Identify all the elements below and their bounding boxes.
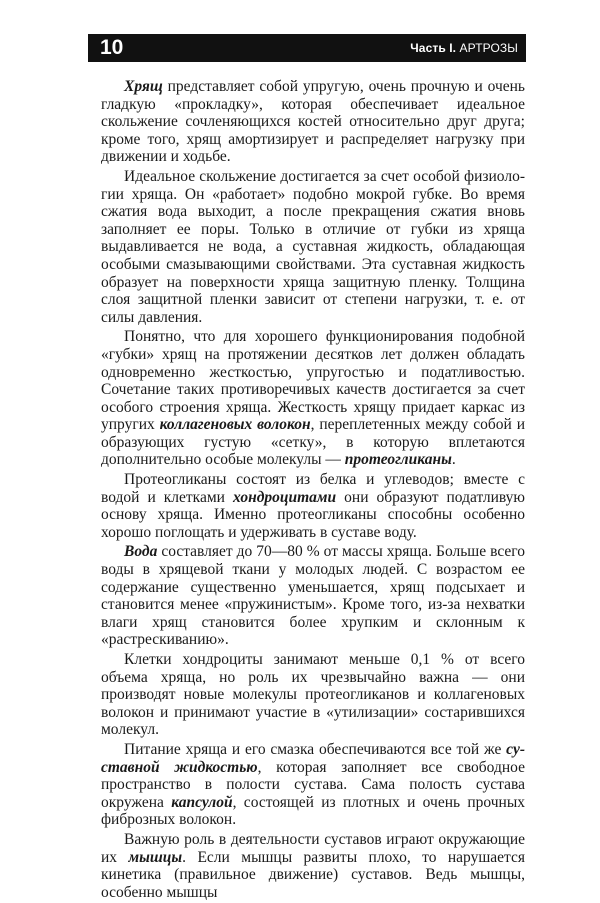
emphasized-term: коллагеновых волокон	[159, 416, 311, 434]
text-run: Идеальное скольжение достигается за счет особой физиологии хряща. Он «работает» подобно мокрой губке. Во время сжатия вода выходит, а после прекращения сжатия вновь заполняет ее поры. Только в отличие от губки из хряща выдавливается не вода, а суставная жидкость, обладающая особыми смазывающими свойствами. Эта суставная жидкость образует на поверхности хряща защитную пленку. Толщина слоя защитной пленки зависит от степени нагрузки, т. е. от силы давления.	[101, 167, 525, 326]
paragraph	[101, 831, 525, 901]
text-run: , переплетенных между собой и образующих густую «сетку», в которую вплетаются дополнительно особые молекулы —	[101, 416, 525, 469]
paragraph	[101, 741, 525, 829]
text-run: Клетки хондроциты занимают меньше 0,1 % от всего объема хряща, но роль их чрезвычайно важна — они производят новые молекулы протеогликанов и коллагеновых волокон и принимают участие в «утилизации» состарившихся молекул.	[101, 651, 525, 739]
running-head	[410, 41, 518, 55]
emphasized-term: суставной жидкостью	[101, 740, 525, 776]
text-run: . Если мышцы развиты плохо, то нарушается кинетика (правильное движение) суставов. Ведь мышцы, особенно мышцы	[101, 848, 526, 901]
emphasized-term: Хрящ	[124, 78, 163, 95]
text-run: представляет собой упругую, очень прочную и очень гладкую «прокладку», которая обеспечивает идеальное скольжение сочленяющихся костей относительно друг друга; кроме того, хрящ амортизирует и распределяет нагрузку при движении и ходьбе.	[101, 78, 525, 166]
paragraph	[101, 471, 525, 541]
paragraph	[101, 78, 525, 166]
emphasized-term: хондроцитами	[232, 488, 337, 506]
paragraph	[101, 543, 525, 649]
text-run: , которая заполняет все свободное пространство в полости сустава. Сама полость сустава окружена	[101, 758, 525, 811]
text-run: Важную роль в деятельности суставов играют окружающие их	[101, 830, 525, 866]
chapter-title: АРТРОЗЫ	[459, 41, 518, 55]
text-run: Протеогликаны состоят из белка и углеводов; вместе с водой и клетками	[101, 471, 525, 506]
emphasized-term: капсулой	[171, 793, 233, 811]
text-run: , состоящей из плотных и очень прочных фиброзных волокон.	[101, 793, 525, 829]
emphasized-term: мышцы	[128, 848, 183, 866]
text-run: составляет до 70—80 % от массы хряща. Больше всего воды в хрящевой ткани у молодых людей. С возрастом ее содержание существенно уменьшается, хрящ подсыхает и становится менее «пружинистым». Кроме того, из-за нехватки влаги хрящ становится более хрупким и склонным к «растрескиванию».	[101, 543, 525, 649]
emphasized-term: Вода	[124, 543, 158, 561]
paragraph	[101, 168, 525, 326]
part-label: Часть I.	[410, 41, 457, 55]
text-run: Понятно, что для хорошего функционирования подобной «губки» хрящ на протяжении десятков лет должен обладать одновременно жесткостью, упругостью и податливостью. Сочетание таких противоречивых качеств достигается за счет особого строения хряща. Жесткость хрящу придает каркас из упругих	[101, 328, 525, 434]
text-run: .	[451, 451, 456, 469]
text-run: они образуют податливую основу хряща. Именно протеогликаны способны особенно хорошо поглощать и удерживать в суставе воду.	[101, 488, 525, 541]
paragraph	[101, 328, 525, 469]
running-header	[88, 34, 526, 62]
text-run: Питание хряща и его смазка обеспечиваются все той же	[124, 740, 507, 758]
body-text	[101, 78, 525, 903]
emphasized-term: протеогликаны	[344, 451, 452, 469]
page-number: 10	[100, 36, 124, 59]
paragraph	[101, 651, 525, 739]
